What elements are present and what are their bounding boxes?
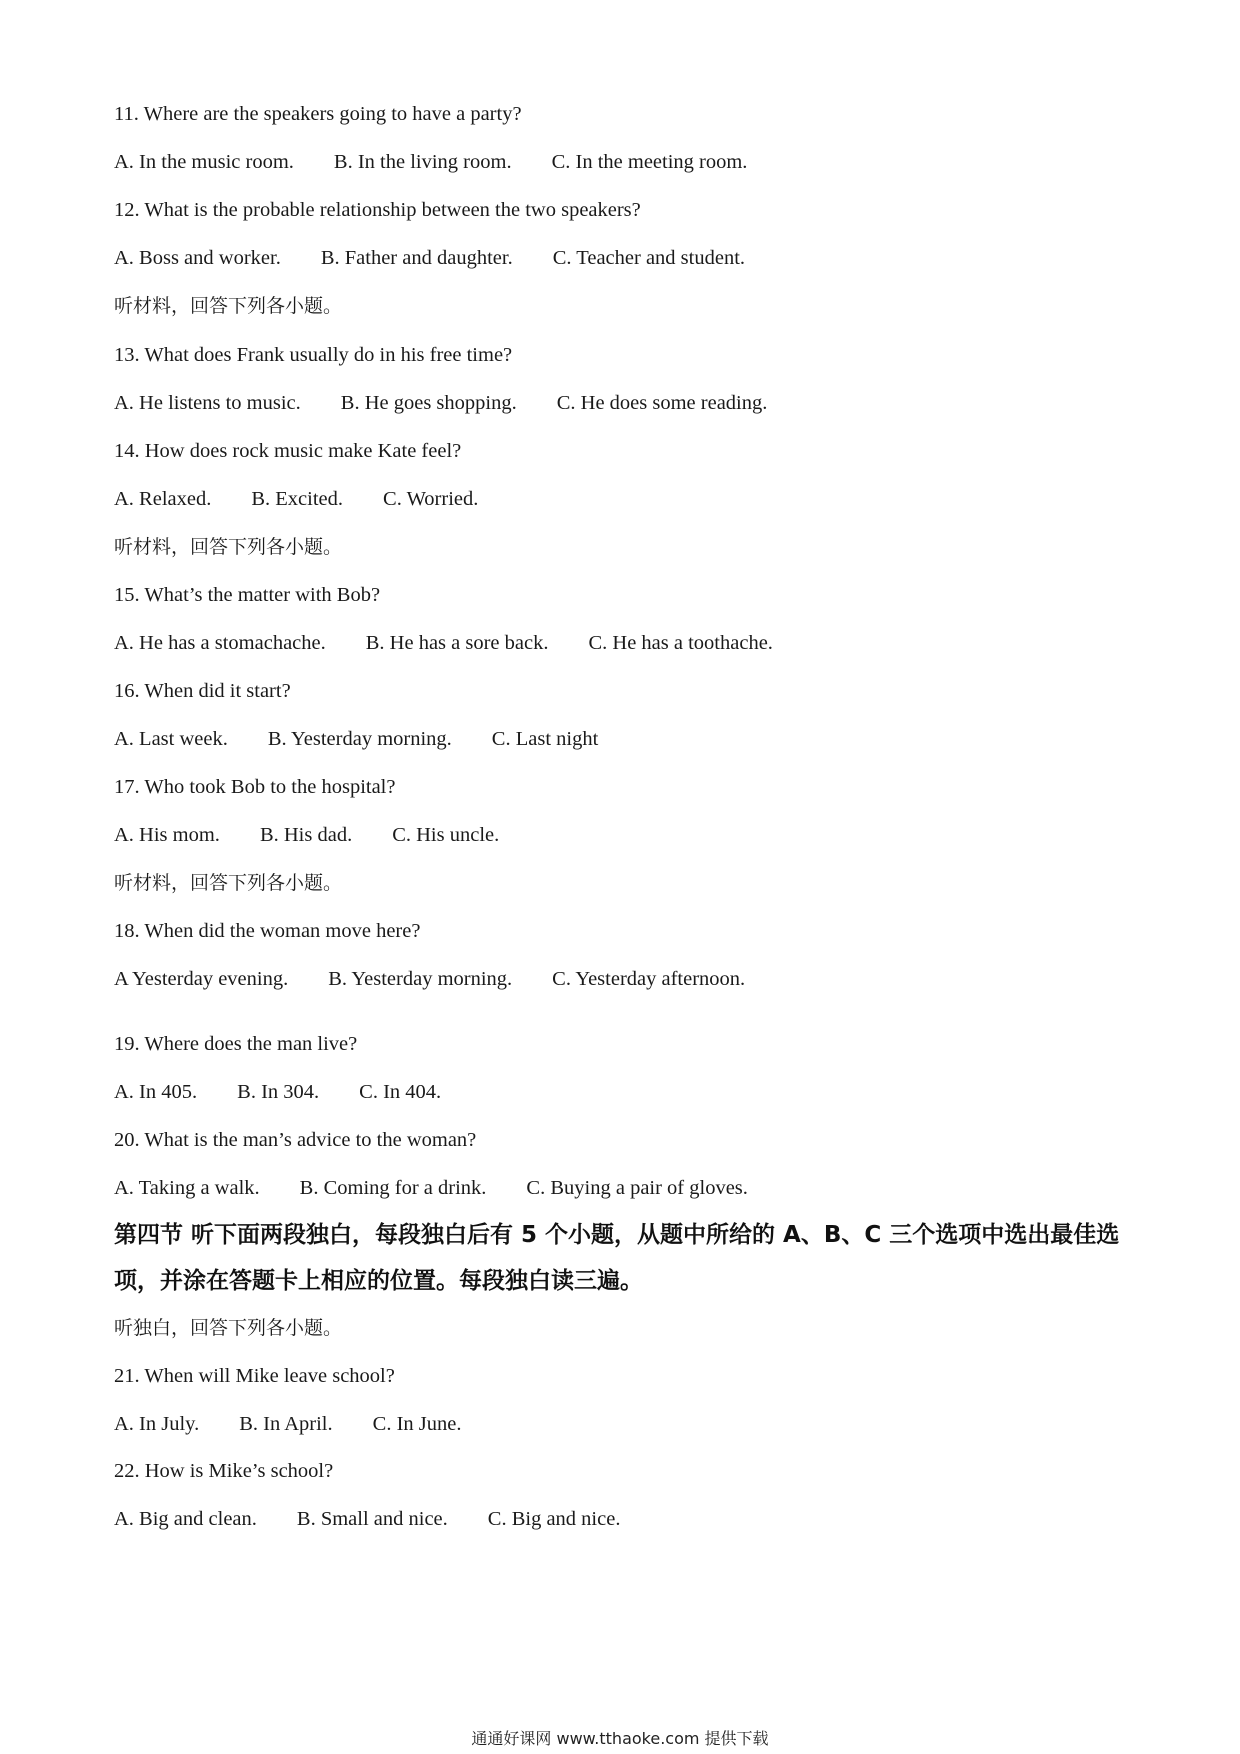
answer-option: C. Teacher and student. bbox=[552, 247, 746, 269]
question-text: 20. What is the man’s advice to the woman? bbox=[114, 1129, 477, 1151]
answer-option: A. Taking a walk. bbox=[114, 1177, 260, 1199]
question-text: 21. When will Mike leave school? bbox=[114, 1365, 395, 1387]
section-instruction: 听材料，回答下列各小题。 bbox=[114, 536, 343, 558]
answer-option: B. He goes shopping. bbox=[340, 392, 517, 414]
answer-option: A. Big and clean. bbox=[114, 1508, 257, 1530]
answer-options bbox=[114, 1410, 461, 1438]
answer-option: A. Boss and worker. bbox=[114, 247, 281, 269]
question-text: 22. How is Mike’s school? bbox=[114, 1460, 334, 1482]
question-text: 19. Where does the man live? bbox=[114, 1033, 358, 1055]
answer-options bbox=[114, 1078, 441, 1106]
answer-option: C. Buying a pair of gloves. bbox=[526, 1177, 748, 1199]
answer-option: C. Yesterday afternoon. bbox=[552, 968, 746, 990]
answer-option: B. His dad. bbox=[259, 824, 353, 846]
question-text: 16. When did it start? bbox=[114, 680, 291, 702]
answer-options bbox=[114, 821, 499, 849]
question-text: 17. Who took Bob to the hospital? bbox=[114, 776, 396, 798]
answer-option: B. In April. bbox=[239, 1413, 333, 1435]
section-instruction: 听材料，回答下列各小题。 bbox=[114, 295, 343, 317]
question-text: 12. What is the probable relationship between the two speakers? bbox=[114, 199, 641, 221]
question-text: 15. What’s the matter with Bob? bbox=[114, 584, 381, 606]
answer-option: B. In the living room. bbox=[333, 151, 512, 173]
answer-option: C. Worried. bbox=[383, 488, 479, 510]
answer-option: C. Last night bbox=[491, 728, 599, 750]
section-instruction: 听材料，回答下列各小题。 bbox=[114, 872, 343, 894]
answer-option: A. In July. bbox=[114, 1413, 200, 1435]
answer-option: B. Small and nice. bbox=[296, 1508, 448, 1530]
answer-option: C. In 404. bbox=[359, 1081, 442, 1103]
answer-options bbox=[114, 485, 478, 513]
answer-options bbox=[114, 629, 773, 657]
answer-options bbox=[114, 1505, 620, 1533]
question-text: 18. When did the woman move here? bbox=[114, 920, 421, 942]
answer-option: A. He listens to music. bbox=[114, 392, 301, 414]
question-text: 13. What does Frank usually do in his free time? bbox=[114, 344, 513, 366]
section-heading: 第四节 听下面两段独白，每段独白后有 5 个小题，从题中所给的 A、B、C 三个选项中选出最佳选项，并涂在答题卡上相应的位置。每段独白读三遍。 bbox=[114, 1222, 1120, 1294]
answer-options bbox=[114, 244, 745, 272]
answer-option: A. He has a stomachache. bbox=[114, 632, 326, 654]
answer-option: B. In 304. bbox=[237, 1081, 320, 1103]
answer-option: C. He does some reading. bbox=[556, 392, 768, 414]
answer-option: B. Yesterday morning. bbox=[267, 728, 452, 750]
answer-options bbox=[114, 965, 745, 993]
answer-options bbox=[114, 1174, 748, 1202]
answer-option: C. His uncle. bbox=[392, 824, 500, 846]
answer-options bbox=[114, 148, 747, 176]
answer-option: C. In June. bbox=[372, 1413, 462, 1435]
footer-watermark: 通通好课网 www.tthaoke.com 提供下载 bbox=[471, 1729, 769, 1748]
answer-options bbox=[114, 389, 767, 417]
answer-option: A Yesterday evening. bbox=[114, 968, 289, 990]
question-text: 11. Where are the speakers going to have a party? bbox=[114, 103, 522, 125]
answer-options bbox=[114, 725, 598, 753]
answer-option: A. In 405. bbox=[114, 1081, 198, 1103]
answer-option: A. His mom. bbox=[114, 824, 220, 846]
answer-option: A. In the music room. bbox=[114, 151, 294, 173]
answer-option: C. Big and nice. bbox=[487, 1508, 621, 1530]
answer-option: B. He has a sore back. bbox=[365, 632, 549, 654]
question-text: 14. How does rock music make Kate feel? bbox=[114, 440, 462, 462]
answer-option: B. Excited. bbox=[251, 488, 344, 510]
answer-option: B. Coming for a drink. bbox=[299, 1177, 487, 1199]
section-instruction: 听独白，回答下列各小题。 bbox=[114, 1317, 343, 1339]
answer-option: B. Father and daughter. bbox=[320, 247, 513, 269]
answer-option: B. Yesterday morning. bbox=[328, 968, 513, 990]
answer-option: C. He has a toothache. bbox=[588, 632, 773, 654]
answer-option: A. Last week. bbox=[114, 728, 228, 750]
answer-option: A. Relaxed. bbox=[114, 488, 212, 510]
answer-option: C. In the meeting room. bbox=[551, 151, 748, 173]
